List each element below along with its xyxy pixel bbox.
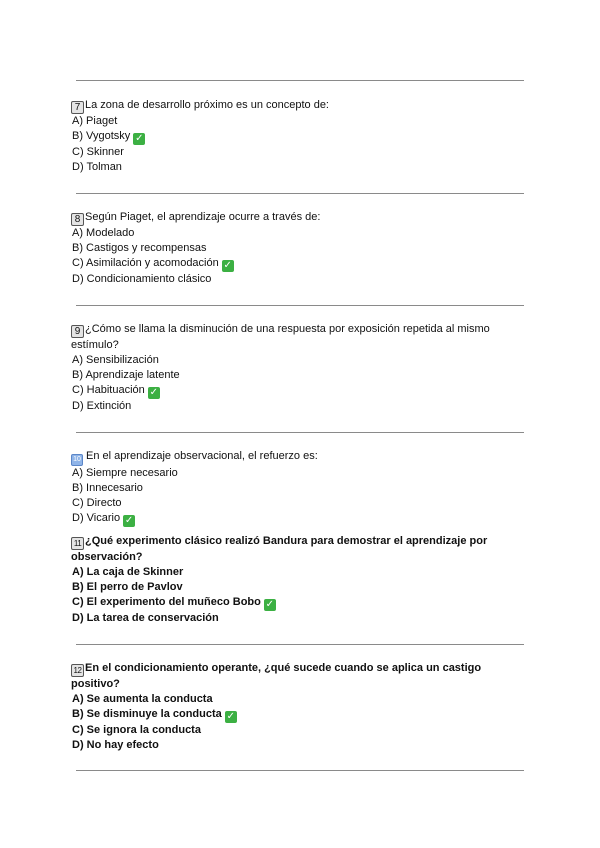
check-mark-icon: ✓	[149, 387, 158, 398]
option-d	[71, 511, 511, 527]
check-mark-icon: ✓	[226, 711, 235, 722]
question-11-prompt: ¿Qué experimento clásico realizó Bandura para demostrar el aprendizaje por observación?	[71, 535, 488, 563]
question-12-prompt: En el condicionamiento operante, ¿qué sucede cuando se aplica un castigo positivo?	[71, 662, 482, 690]
question-9-prompt: ¿Cómo se llama la disminución de una respuesta por exposición repetida al mismo estímulo?	[71, 323, 490, 351]
option-c	[71, 595, 511, 611]
keycap-number-badge: 8	[71, 213, 84, 226]
question-10	[71, 449, 511, 527]
question-10-prompt: En el aprendizaje observacional, el refuerzo es:	[86, 450, 318, 462]
question-9	[71, 322, 511, 414]
option-b: B) El perro de Pavlov	[72, 581, 183, 593]
check-mark-icon: ✓	[124, 515, 134, 526]
keycap-number-badge: 9	[71, 325, 84, 338]
option-c-text: C) Asimilación y acomodación	[72, 257, 219, 269]
option-b: B) Aprendizaje latente	[72, 369, 180, 381]
question-7-text	[71, 98, 511, 114]
option-d: D) Tolman	[72, 161, 122, 173]
option-a: A) Modelado	[72, 227, 135, 239]
keycap-number-badge: 7	[71, 101, 84, 114]
divider	[76, 80, 524, 81]
option-a: A) Se aumenta la conducta	[72, 693, 213, 705]
keycap-ten-badge: 10	[71, 454, 83, 466]
question-7-prompt: La zona de desarrollo próximo es un concepto de:	[85, 99, 329, 111]
divider	[76, 305, 524, 306]
keycap-number-badge: 12	[71, 664, 84, 677]
keycap-number-badge: 11	[71, 537, 84, 550]
option-d: D) Condicionamiento clásico	[72, 273, 212, 285]
option-d: D) No hay efecto	[72, 739, 159, 751]
question-11	[71, 534, 511, 626]
divider	[76, 432, 524, 433]
question-9-text	[71, 322, 511, 353]
option-c-text: C) Habituación	[72, 384, 145, 396]
option-d: D) La tarea de conservación	[72, 612, 219, 624]
option-c: C) Directo	[72, 497, 122, 509]
question-8-prompt: Según Piaget, el aprendizaje ocurre a través de:	[85, 211, 321, 223]
divider	[76, 193, 524, 194]
question-8-text	[71, 210, 511, 226]
question-7	[71, 98, 511, 175]
check-mark-icon: ✓	[265, 599, 275, 610]
option-c: C) Skinner	[72, 146, 124, 158]
option-a: A) Sensibilización	[72, 354, 159, 366]
option-b-text: B) Se disminuye la conducta	[72, 708, 222, 720]
option-b	[71, 707, 511, 723]
option-b-text: B) Vygotsky	[72, 130, 131, 142]
question-12-text	[71, 661, 511, 692]
divider	[76, 770, 524, 771]
option-c-text: C) El experimento del muñeco Bobo	[72, 596, 261, 608]
check-mark-icon: ✓	[223, 260, 232, 271]
option-a: A) Siempre necesario	[72, 467, 178, 479]
question-11-text	[71, 534, 511, 565]
option-b: B) Castigos y recompensas	[72, 242, 207, 254]
option-a: A) La caja de Skinner	[72, 566, 184, 578]
question-8	[71, 210, 511, 287]
option-c	[71, 383, 511, 399]
option-d-text: D) Vicario	[72, 512, 121, 524]
question-12	[71, 661, 511, 753]
option-a: A) Piaget	[72, 115, 118, 127]
divider	[76, 644, 524, 645]
option-d: D) Extinción	[72, 400, 132, 412]
option-b	[71, 129, 511, 145]
check-mark-icon: ✓	[135, 133, 144, 144]
question-10-text	[71, 449, 511, 466]
option-c: C) Se ignora la conducta	[72, 724, 201, 736]
option-c	[71, 256, 511, 272]
option-b: B) Innecesario	[72, 482, 143, 494]
